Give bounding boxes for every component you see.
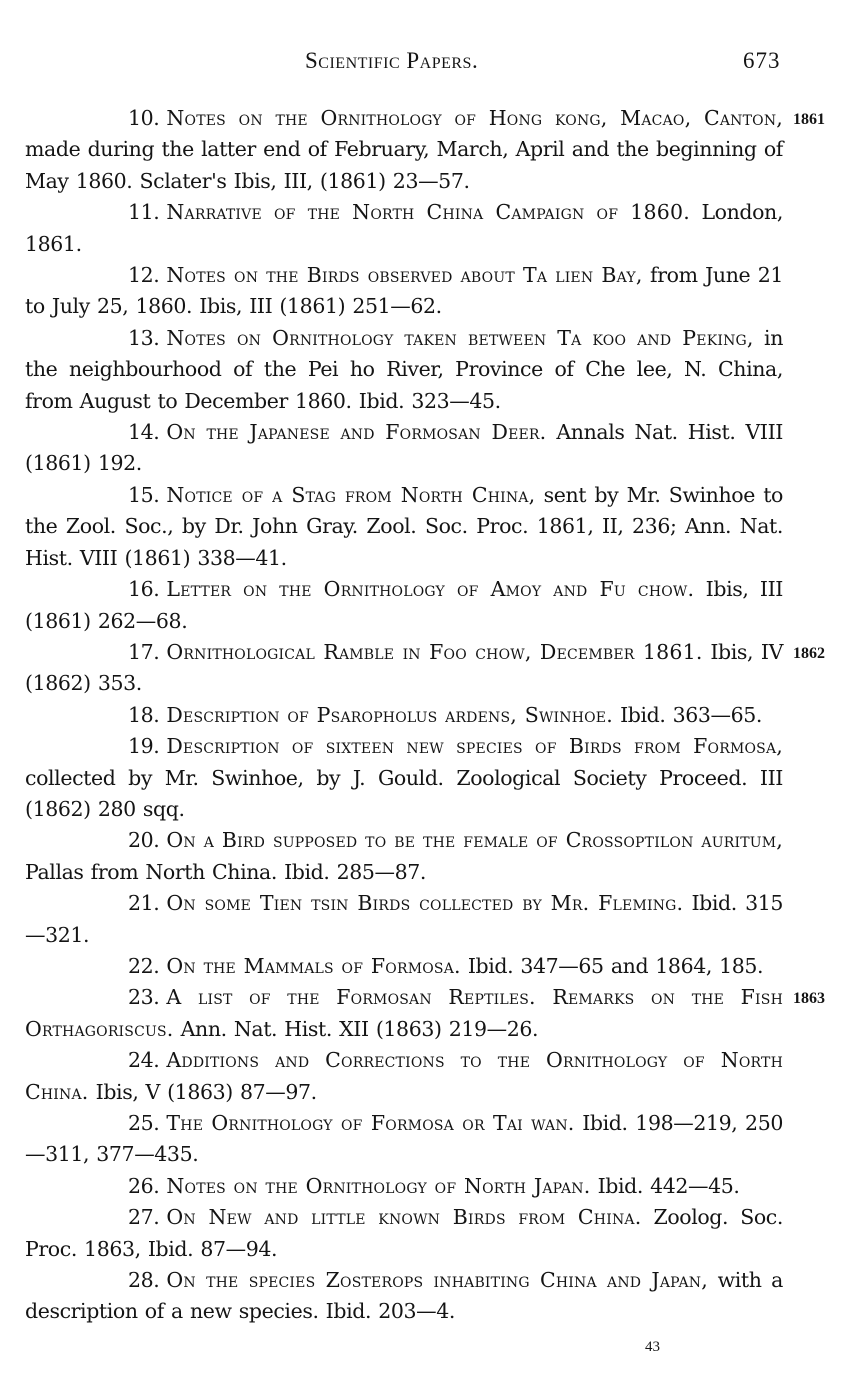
entry-number: 20. (128, 828, 160, 853)
bibliography-entry (25, 197, 783, 260)
bibliography-entry (25, 260, 783, 323)
bibliography-entry (25, 1171, 783, 1202)
entry-title: On some Tien tsin Birds collected by Mr. Fleming. (166, 891, 684, 916)
entry-citation: with a description of a new species. Ibid. 203—4. (25, 1268, 783, 1324)
entry-number: 11. (128, 200, 160, 225)
entry-number: 16. (128, 577, 160, 602)
bibliography-entry (25, 825, 783, 888)
bibliography-entry (25, 982, 825, 1045)
entry-number: 15. (128, 482, 160, 507)
entry-number: 26. (128, 1173, 160, 1198)
entry-title: On the species Zosterops inhabiting China and Japan, (166, 1268, 708, 1293)
entry-citation: London, 1861. (25, 200, 783, 256)
entry-number: 14. (128, 420, 160, 445)
bibliography-entry (25, 417, 783, 480)
bibliography-entry (25, 1202, 783, 1265)
entry-title: Notes on the Ornithology of North Japan. (166, 1173, 591, 1198)
entry-citation: Zoolog. Soc. Proc. 1863, Ibid. 87—94. (25, 1205, 783, 1261)
entry-citation: Ibis, III (1861) 262—68. (25, 577, 783, 633)
entry-citation: made during the latter end of February, March, April and the beginning of May 1860. Sclater's Ibis, III, (1861) 23—57. (25, 137, 783, 193)
margin-year: 1863 (793, 990, 825, 1008)
entry-citation: Ibis, IV (1862) 353. (25, 639, 784, 696)
entry-number: 27. (128, 1205, 160, 1230)
entry-citation: sent by Mr. Swinhoe to the Zool. Soc., by Dr. John Gray. Zool. Soc. Proc. 1861, II, 236; Ann. Nat. Hist. VIII (1861) 338—41. (25, 482, 784, 570)
entry-title: On the Mammals of Formosa. (166, 953, 461, 978)
entry-citation: Pallas from North China. Ibid. 285—87. (25, 859, 427, 884)
bibliography-entry (25, 731, 783, 825)
entry-title: A list of the Formosan Reptiles. Remarks on the Fish Orthagoriscus. (25, 985, 783, 1041)
entry-number: 24. (128, 1048, 160, 1073)
bibliography-entry (25, 637, 825, 700)
entry-title: Description of sixteen new species of Birds from Formosa, (166, 734, 783, 759)
entry-title: Letter on the Ornithology of Amoy and Fu chow. (166, 577, 695, 602)
entry-title: Ornithological Ramble in Foo chow, December 1861. (166, 639, 703, 664)
bibliography-entry (25, 1265, 783, 1328)
entry-citation: Ibid. 347—65 and 1864, 185. (460, 953, 764, 978)
entry-citation: Ibid. 198—219, 250—311, 377—435. (25, 1111, 783, 1167)
entry-citation: in the neighbourhood of the Pei ho River, Province of Che lee, N. China, from August to December 1860. Ibid. 323—45. (25, 325, 783, 413)
bibliography-list (25, 103, 825, 1328)
entry-number: 25. (128, 1111, 160, 1135)
entry-number: 13. (128, 325, 160, 350)
entry-title: Notice of a Stag from North China, (166, 482, 536, 507)
entry-title: On the Japanese and Formosan Deer. (166, 420, 547, 445)
entry-title: Description of Psaropholus ardens, Swinhoe. (166, 702, 613, 727)
entry-citation: Annals Nat. Hist. VIII (1861) 192. (25, 420, 783, 476)
entry-title: Notes on the Birds observed about Ta lien Bay, (166, 263, 643, 288)
entry-citation: Ibid. 315—321. (25, 891, 783, 947)
entry-title: The Ornithology of Formosa or Tai wan. (166, 1111, 575, 1135)
entry-citation: Ibid. 442—45. (590, 1173, 740, 1198)
entry-citation: from June 21 to July 25, 1860. Ibis, III (1861) 251—62. (25, 263, 784, 319)
entry-citation: Ibis, V (1863) 87—97. (88, 1079, 317, 1104)
entry-number: 18. (128, 702, 160, 727)
bibliography-entry (25, 103, 825, 197)
entry-title: Additions and Corrections to the Ornithology of North China. (25, 1048, 783, 1104)
bibliography-entry (25, 700, 783, 731)
entry-number: 21. (128, 891, 160, 916)
margin-year: 1862 (793, 644, 825, 662)
entry-number: 10. (128, 106, 160, 130)
bibliography-entry (25, 574, 783, 637)
entry-number: 22. (128, 953, 160, 978)
bibliography-entry (25, 480, 783, 574)
bibliography-entry (25, 888, 783, 951)
entry-number: 17. (128, 639, 160, 664)
entry-number: 12. (128, 263, 160, 288)
entry-title: Notes on the Ornithology of Hong kong, Macao, Canton, (166, 106, 783, 130)
bibliography-entry (25, 1108, 783, 1171)
bibliography-entry (25, 323, 783, 417)
entry-number: 28. (128, 1268, 160, 1293)
entry-number: 19. (128, 734, 160, 759)
running-head (0, 48, 850, 78)
entry-title: Narrative of the North China Campaign of 1860. (166, 200, 690, 225)
entry-citation: Ibid. 363—65. (612, 702, 763, 727)
entry-title: On New and little known Birds from China. (166, 1205, 642, 1230)
page-number: 673 (743, 48, 781, 73)
entry-number: 23. (128, 985, 160, 1010)
entry-citation: Ann. Nat. Hist. XII (1863) 219—26. (173, 1016, 539, 1041)
bibliography-entry (25, 951, 783, 982)
margin-year: 1861 (793, 111, 825, 128)
entry-title: On a Bird supposed to be the female of Crossoptilon auritum, (166, 828, 783, 853)
bibliography-entry (25, 1045, 783, 1108)
entry-title: Notes on Ornithology taken between Ta koo and Peking, (166, 325, 754, 350)
entry-citation: collected by Mr. Swinhoe, by J. Gould. Zoological Society Proceed. III (1862) 280 sqq. (25, 765, 783, 821)
running-title: Scientific Papers. (305, 48, 479, 73)
signature-mark: 43 (645, 1339, 660, 1355)
